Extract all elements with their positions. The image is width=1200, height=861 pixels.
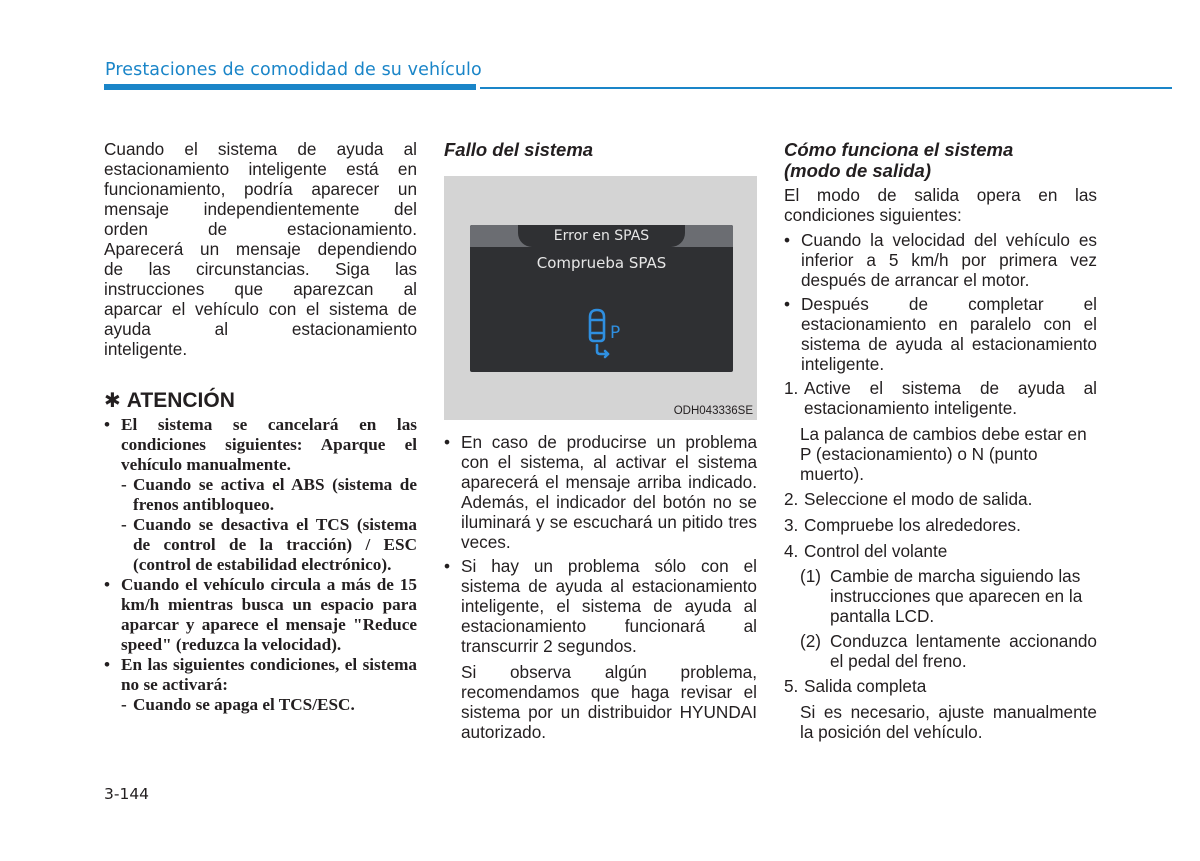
parking-letter: P — [610, 323, 621, 343]
column-right — [784, 139, 1097, 742]
header-rule-thin — [480, 87, 1172, 89]
failure-bullet: • En caso de producirse un problema con el sistema, al activar el sistema aparecerá el mensaje arriba indicado. Además, el indicador del botón no se iluminará y se escuchará un pitido tres veces. — [444, 432, 757, 552]
substep-item: (1) Cambie de marcha siguiendo las instrucciones que aparecen en la pantalla LCD. — [784, 566, 1097, 626]
step-item: 1. Active el sistema de ayuda al estacionamiento inteligente. — [784, 378, 1097, 418]
condition-bullet: • Después de completar el estacionamiento en paralelo con el sistema de ayuda al estacionamiento inteligente. — [784, 294, 1097, 374]
page-number: 3-144 — [104, 785, 150, 803]
intro-line: Cuando el sistema de ayuda al — [104, 139, 417, 159]
attention-subitem-text: Cuando se apaga el TCS/ESC. — [133, 695, 355, 714]
header-rule-thick — [104, 84, 476, 90]
intro-line: ayuda al estacionamiento — [104, 319, 417, 339]
step-text: Salida completa — [804, 676, 927, 696]
attention-bullet: • El sistema se cancelará en las condiciones siguientes: Aparque el vehículo manualmente. — [104, 415, 417, 474]
attention-bullet: • Cuando el vehículo circula a más de 15 km/h mientras busca un espacio para aparcar y aparece el mensaje "Reduce speed" (reduzca la velocidad). — [104, 575, 417, 654]
step-item: 2. Seleccione el modo de salida. — [784, 489, 1097, 509]
attention-bullet-text: El sistema se cancelará en las condiciones siguientes: Aparque el vehículo manualmente. — [121, 415, 417, 474]
lcd-figure — [444, 176, 757, 420]
spas-car-parking-icon — [584, 307, 628, 359]
attention-heading — [104, 389, 417, 413]
step-note: Si es necesario, ajuste manualmente la posición del vehículo. — [800, 702, 1097, 742]
step-text: Seleccione el modo de salida. — [804, 489, 1033, 509]
condition-bullet: • Cuando la velocidad del vehículo es inferior a 5 km/h por primera vez después de arrancar el motor. — [784, 230, 1097, 290]
exit-mode-intro: El modo de salida opera en las condiciones siguientes: — [784, 185, 1097, 225]
column-left — [104, 139, 417, 715]
step-item: 3. Compruebe los alrededores. — [784, 515, 1097, 535]
column-middle — [444, 139, 757, 742]
failure-bullet-text: Si hay un problema sólo con el sistema de ayuda al estacionamiento inteligente, el sistema de ayuda al estacionamiento funcionará al transcurrir 2 segundos. — [461, 556, 757, 656]
attention-subitem-text: Cuando se activa el ABS (sistema de frenos antibloqueo. — [133, 475, 417, 514]
condition-bullet-text: Cuando la velocidad del vehículo es inferior a 5 km/h por primera vez después de arrancar el motor. — [801, 230, 1097, 290]
attention-subitem: - Cuando se activa el ABS (sistema de frenos antibloqueo. — [121, 475, 417, 514]
attention-label: ATENCIÓN — [126, 389, 235, 412]
intro-paragraph — [104, 139, 417, 359]
attention-bullet: • En las siguientes condiciones, el sistema no se activará: — [104, 655, 417, 694]
exit-mode-heading: Cómo funciona el sistema (modo de salida) — [784, 139, 1014, 181]
failure-list — [444, 432, 757, 742]
step-item: 4. Control del volante — [784, 541, 1097, 561]
step-text: Active el sistema de ayuda al estacionamiento inteligente. — [804, 378, 1097, 418]
lcd-error-text: Error en SPAS — [553, 228, 650, 244]
intro-line: de las circunstancias. Siga las — [104, 259, 417, 279]
failure-bullet: • Si hay un problema sólo con el sistema de ayuda al estacionamiento inteligente, el sistema de ayuda al estacionamiento funcionará al transcurrir 2 segundos. — [444, 556, 757, 656]
attention-subitem: - Cuando se apaga el TCS/ESC. — [104, 695, 417, 715]
condition-bullet-text: Después de completar el estacionamiento en paralelo con el sistema de ayuda al estacionamiento inteligente. — [801, 294, 1097, 374]
attention-body — [104, 415, 417, 715]
intro-line: funcionamiento, podría aparecer un — [104, 179, 417, 199]
step-note: La palanca de cambios debe estar en P (estacionamiento) o N (punto muerto). — [800, 424, 1087, 484]
substep-text: Cambie de marcha siguiendo las instrucciones que aparecen en la pantalla LCD. — [830, 566, 1083, 626]
attention-subitem: - Cuando se desactiva el TCS (sistema de control de la tracción) / ESC (control de estabilidad electrónico). — [121, 515, 417, 574]
intro-line: orden de estacionamiento. — [104, 219, 417, 239]
intro-line: instrucciones que aparezcan al — [104, 279, 417, 299]
intro-line: mensaje independientemente del — [104, 199, 417, 219]
substep-item: (2) Conduzca lentamente accionando el pedal del freno. — [800, 631, 1097, 671]
substep-text: Conduzca lentamente accionando el pedal del freno. — [830, 631, 1097, 671]
step-text: Compruebe los alrededores. — [804, 515, 1021, 535]
system-failure-heading: Fallo del sistema — [444, 139, 594, 160]
intro-line: inteligente. — [104, 339, 188, 359]
attention-bullet-text: Cuando el vehículo circula a más de 15 km/h mientras busca un espacio para aparcar y aparece el mensaje "Reduce speed" (reduzca la velocidad). — [121, 575, 417, 654]
attention-bullet-text: En las siguientes condiciones, el sistema no se activará: — [121, 655, 417, 694]
intro-line: aparcar el vehículo con el sistema de — [104, 299, 417, 319]
section-title: Prestaciones de comodidad de su vehículo — [105, 60, 482, 80]
figure-caption: ODH043336SE — [673, 405, 753, 417]
intro-line: Aparecerá un mensaje dependiendo — [104, 239, 417, 259]
asterisk-icon: ✱ — [104, 390, 121, 412]
lcd-message-text: Comprueba SPAS — [536, 254, 667, 272]
lcd-display — [470, 225, 733, 372]
attention-subitem-text: Cuando se desactiva el TCS (sistema de control de la tracción) / ESC (control de estabilidad electrónico). — [133, 515, 417, 574]
service-paragraph: Si observa algún problema, recomendamos que haga revisar el sistema por un distribuidor HYUNDAI autorizado. — [461, 662, 757, 742]
intro-line: estacionamiento inteligente está en — [104, 159, 417, 179]
step-item: 5. Salida completa — [784, 676, 1097, 696]
step-text: Control del volante — [804, 541, 948, 561]
failure-bullet-text: En caso de producirse un problema con el sistema, al activar el sistema aparecerá el mensaje arriba indicado. Además, el indicador del botón no se iluminará y se escuchará un pitido tres veces. — [461, 432, 757, 552]
